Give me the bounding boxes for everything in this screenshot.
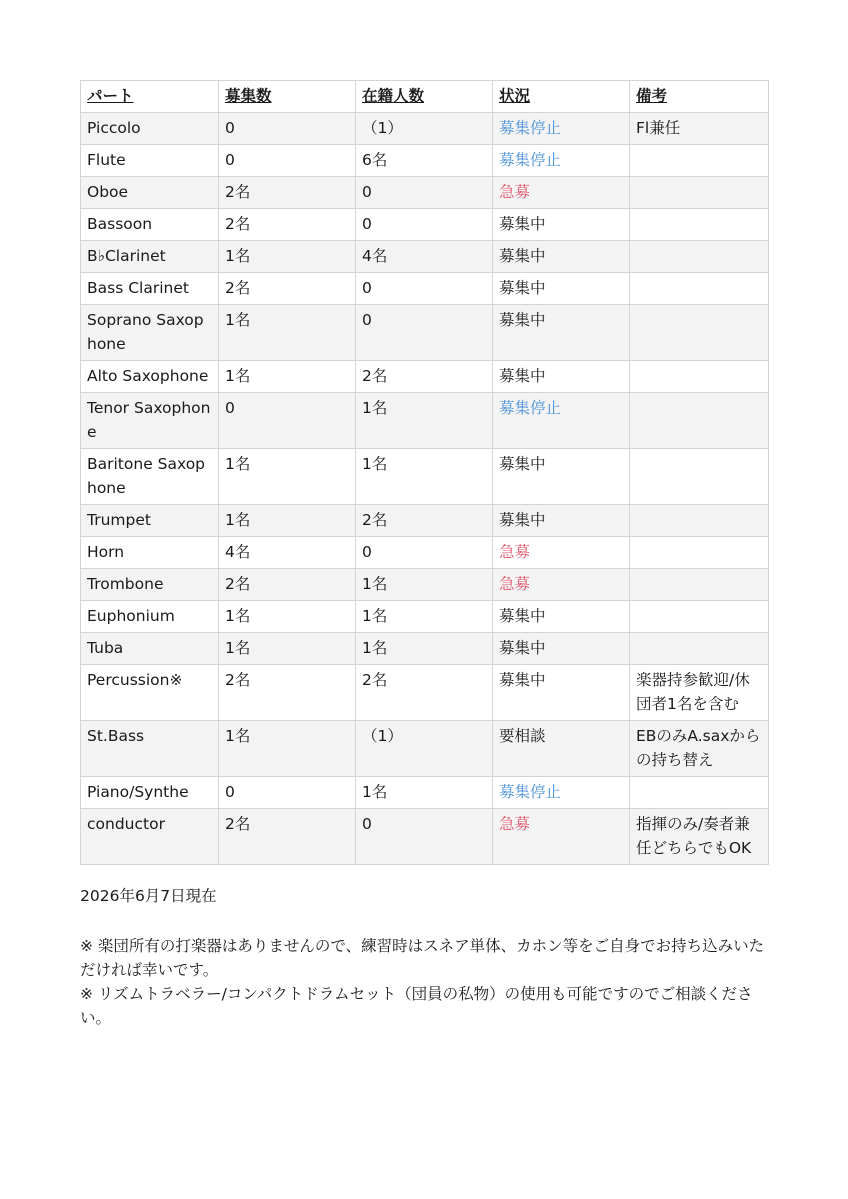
cell-part: Piano/Synthe: [81, 777, 219, 809]
cell-part: Trombone: [81, 569, 219, 601]
cell-member-count: 0: [356, 177, 493, 209]
header-status: 状況: [493, 81, 630, 113]
cell-recruit-count: 2名: [219, 569, 356, 601]
cell-note: [630, 145, 769, 177]
cell-recruit-count: 0: [219, 777, 356, 809]
cell-note: [630, 601, 769, 633]
cell-recruit-count: 2名: [219, 665, 356, 721]
cell-status: 急募: [493, 177, 630, 209]
table-row: [81, 449, 769, 505]
table-row: [81, 273, 769, 305]
cell-part: Baritone Saxophone: [81, 449, 219, 505]
table-row: [81, 809, 769, 865]
cell-member-count: 1名: [356, 777, 493, 809]
cell-part: Tenor Saxophone: [81, 393, 219, 449]
cell-part: Horn: [81, 537, 219, 569]
table-row: [81, 393, 769, 449]
cell-note: [630, 177, 769, 209]
cell-status: 募集中: [493, 601, 630, 633]
cell-recruit-count: 0: [219, 145, 356, 177]
cell-status: 募集中: [493, 209, 630, 241]
cell-status: 急募: [493, 569, 630, 601]
table-row: [81, 361, 769, 393]
table-row: [81, 601, 769, 633]
cell-member-count: 1名: [356, 393, 493, 449]
cell-recruit-count: 2名: [219, 209, 356, 241]
cell-recruit-count: 0: [219, 113, 356, 145]
cell-note: 指揮のみ/奏者兼任どちらでもOK: [630, 809, 769, 865]
table-row: [81, 241, 769, 273]
cell-note: [630, 449, 769, 505]
cell-note: [630, 569, 769, 601]
cell-note: [630, 633, 769, 665]
cell-note: [630, 305, 769, 361]
cell-recruit-count: 1名: [219, 241, 356, 273]
cell-status: 募集中: [493, 361, 630, 393]
cell-status: 募集中: [493, 449, 630, 505]
cell-member-count: 0: [356, 209, 493, 241]
cell-member-count: 1名: [356, 601, 493, 633]
table-row: [81, 145, 769, 177]
cell-note: [630, 273, 769, 305]
cell-recruit-count: 1名: [219, 361, 356, 393]
cell-member-count: 0: [356, 537, 493, 569]
cell-note: [630, 393, 769, 449]
cell-part: Trumpet: [81, 505, 219, 537]
cell-note: EBのみA.saxからの持ち替え: [630, 721, 769, 777]
cell-recruit-count: 4名: [219, 537, 356, 569]
cell-part: St.Bass: [81, 721, 219, 777]
cell-status: 募集中: [493, 505, 630, 537]
cell-status: 募集中: [493, 665, 630, 721]
table-header-row: [81, 81, 769, 113]
cell-part: Alto Saxophone: [81, 361, 219, 393]
table-row: [81, 665, 769, 721]
cell-recruit-count: 1名: [219, 505, 356, 537]
cell-member-count: 4名: [356, 241, 493, 273]
cell-part: Tuba: [81, 633, 219, 665]
cell-part: Bassoon: [81, 209, 219, 241]
table-row: [81, 209, 769, 241]
cell-note: [630, 537, 769, 569]
cell-note: [630, 505, 769, 537]
cell-member-count: 6名: [356, 145, 493, 177]
table-row: [81, 569, 769, 601]
table-row: [81, 305, 769, 361]
cell-recruit-count: 1名: [219, 601, 356, 633]
cell-note: 楽器持参歓迎/休団者1名を含む: [630, 665, 769, 721]
header-part: パート: [81, 81, 219, 113]
cell-status: 募集停止: [493, 113, 630, 145]
cell-member-count: 0: [356, 809, 493, 865]
cell-member-count: 1名: [356, 449, 493, 505]
cell-status: 要相談: [493, 721, 630, 777]
cell-recruit-count: 1名: [219, 721, 356, 777]
header-recruit-count: 募集数: [219, 81, 356, 113]
cell-recruit-count: 2名: [219, 273, 356, 305]
cell-status: 急募: [493, 537, 630, 569]
cell-part: Bass Clarinet: [81, 273, 219, 305]
cell-part: Flute: [81, 145, 219, 177]
cell-status: 募集停止: [493, 777, 630, 809]
cell-recruit-count: 2名: [219, 809, 356, 865]
cell-status: 急募: [493, 809, 630, 865]
table-row: [81, 633, 769, 665]
table-row: [81, 113, 769, 145]
cell-part: Percussion※: [81, 665, 219, 721]
table-row: [81, 177, 769, 209]
cell-member-count: 2名: [356, 361, 493, 393]
cell-status: 募集中: [493, 633, 630, 665]
cell-recruit-count: 0: [219, 393, 356, 449]
cell-member-count: 0: [356, 305, 493, 361]
table-body: [81, 113, 769, 865]
table-row: [81, 777, 769, 809]
table-row: [81, 505, 769, 537]
cell-status: 募集停止: [493, 145, 630, 177]
cell-status: 募集停止: [493, 393, 630, 449]
note-percussion: ※ 楽団所有の打楽器はありませんので、練習時はスネア単体、カホン等をご自身でお持ち込みいただければ幸いです。: [80, 937, 765, 979]
table-row: [81, 537, 769, 569]
cell-part: Soprano Saxophone: [81, 305, 219, 361]
cell-member-count: 1名: [356, 569, 493, 601]
cell-note: [630, 241, 769, 273]
cell-member-count: 0: [356, 273, 493, 305]
notes-section: [80, 934, 770, 1030]
cell-recruit-count: 1名: [219, 305, 356, 361]
as-of-date: 2026年6月7日現在: [80, 887, 217, 905]
header-member-count: 在籍人数: [356, 81, 493, 113]
header-note: 備考: [630, 81, 769, 113]
cell-part: conductor: [81, 809, 219, 865]
cell-member-count: 1名: [356, 633, 493, 665]
cell-note: Fl兼任: [630, 113, 769, 145]
cell-recruit-count: 2名: [219, 177, 356, 209]
cell-status: 募集中: [493, 273, 630, 305]
cell-note: [630, 777, 769, 809]
note-drumset: ※ リズムトラベラー/コンパクトドラムセット（団員の私物）の使用も可能ですのでご相談ください。: [80, 985, 753, 1027]
cell-recruit-count: 1名: [219, 449, 356, 505]
recruitment-table: [80, 80, 769, 865]
cell-recruit-count: 1名: [219, 633, 356, 665]
cell-member-count: 2名: [356, 665, 493, 721]
cell-status: 募集中: [493, 305, 630, 361]
cell-part: Piccolo: [81, 113, 219, 145]
cell-part: B♭Clarinet: [81, 241, 219, 273]
cell-status: 募集中: [493, 241, 630, 273]
table-row: [81, 721, 769, 777]
cell-member-count: （1）: [356, 113, 493, 145]
cell-note: [630, 209, 769, 241]
cell-member-count: 2名: [356, 505, 493, 537]
cell-note: [630, 361, 769, 393]
cell-member-count: （1）: [356, 721, 493, 777]
cell-part: Oboe: [81, 177, 219, 209]
cell-part: Euphonium: [81, 601, 219, 633]
